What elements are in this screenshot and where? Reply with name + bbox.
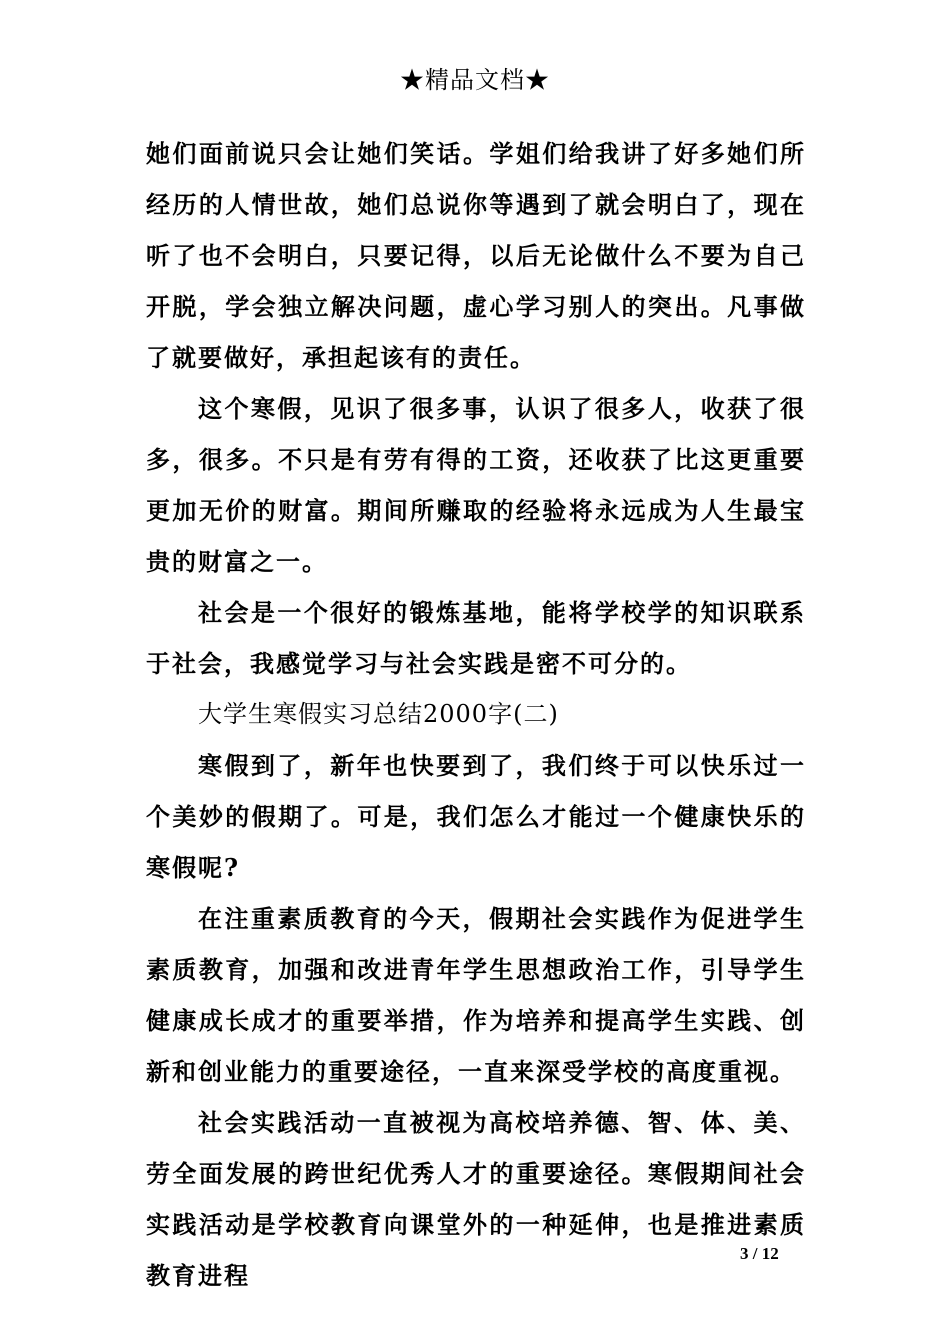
paragraph: 这个寒假，见识了很多事，认识了很多人，收获了很多，很多。不只是有劳有得的工资，还收获了比这更重要更加无价的财富。期间所赚取的经验将永远成为人生最宝贵的财富之一。 [146,394,806,576]
paragraph: 在注重素质教育的今天，假期社会实践作为促进学生素质教育，加强和改进青年学生思想政治工作，引导学生健康成长成才的重要举措，作为培养和提高学生实践、创新和创业能力的重要途径，一直来深受学校的高度重视。 [146,904,806,1086]
page-header-title: ★精品文档★ [400,66,550,94]
page-number: 3 / 12 [740,1244,779,1263]
paragraph-continuation: 她们面前说只会让她们笑话。学姐们给我讲了好多她们所经历的人情世故，她们总说你等遇到了就会明白了，现在听了也不会明白，只要记得，以后无论做什么不要为自己开脱，学会独立解决问题，虚心学习别人的突出。凡事做了就要做好，承担起该有的责任。 [146,139,806,372]
section-heading: 大学生寒假实习总结2000字(二) [198,700,559,728]
document-body [146,128,806,1301]
paragraph: 寒假到了，新年也快要到了，我们终于可以快乐过一个美妙的假期了。可是，我们怎么才能过一个健康快乐的寒假呢? [146,751,806,882]
paragraph: 社会实践活动一直被视为高校培养德、智、体、美、劳全面发展的跨世纪优秀人才的重要途径。寒假期间社会实践活动是学校教育向课堂外的一种延伸，也是推进素质教育进程 [146,1108,806,1290]
paragraph: 社会是一个很好的锻炼基地，能将学校学的知识联系于社会，我感觉学习与社会实践是密不可分的。 [146,598,806,678]
